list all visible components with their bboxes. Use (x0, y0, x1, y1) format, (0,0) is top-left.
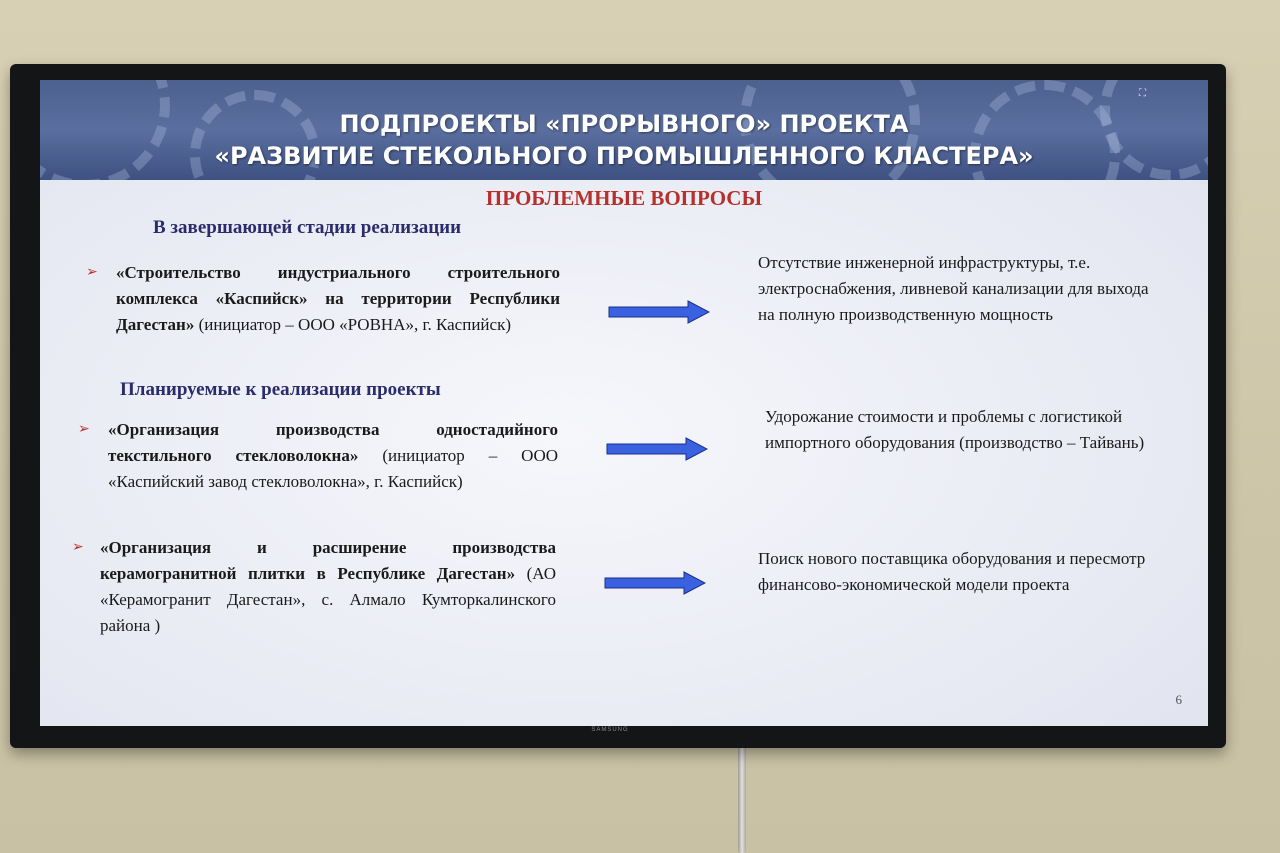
project-item (116, 260, 560, 338)
bullet-arrow-icon: ➢ (86, 264, 98, 280)
arrow-right-icon (606, 437, 708, 461)
page-number: 6 (1175, 692, 1182, 707)
expand-icon: ⛶ (1139, 88, 1146, 99)
bullet-arrow-icon: ➢ (72, 539, 84, 555)
slide-title-line1: ПОДПРОЕКТЫ «ПРОРЫВНОГО» ПРОЕКТА (339, 110, 909, 138)
section-planned: Планируемые к реализации проекты (120, 379, 441, 400)
project-initiator: (инициатор – ООО «Каспийский завод стекловолокна», г. Каспийск) (108, 446, 559, 491)
project-item (108, 417, 558, 495)
project-initiator: (инициатор – ООО «РОВНА», г. Каспийск) (198, 315, 511, 334)
project-initiator: (АО «Керамогранит Дагестан», с. Алмало Кумторкалинского района ) (100, 564, 556, 635)
problem-description: Поиск нового поставщика оборудования и пересмотр финансово-экономической модели проекта (758, 549, 1146, 594)
slide-banner (40, 80, 1208, 180)
project-title: «Организация и расширение производства керамогранитной плитки в Республике Дагестан» (100, 538, 556, 583)
slide-title-line2: «РАЗВИТИЕ СТЕКОЛЬНОГО ПРОМЫШЛЕННОГО КЛАСТЕРА» (214, 142, 1034, 170)
bullet-arrow-icon: ➢ (78, 421, 90, 437)
slide-title (40, 108, 1208, 172)
problem-description: Удорожание стоимости и проблемы с логистикой импортного оборудования (производство – Тайвань) (765, 407, 1145, 452)
project-title: «Строительство индустриального строительного комплекса «Каспийск» на территории Республики Дагестан» (116, 263, 560, 334)
slide-screen (40, 80, 1208, 726)
power-cable (738, 745, 746, 853)
problem-description: Отсутствие инженерной инфраструктуры, т.е. электроснабжения, ливневой канализации для выхода на полную производственную мощность (758, 253, 1149, 324)
arrow-right-icon (608, 300, 710, 324)
project-title: «Организация производства одностадийного текстильного стекловолокна» (108, 420, 558, 465)
section-final-stage: В завершающей стадии реализации (153, 217, 462, 238)
project-item (100, 535, 556, 639)
arrow-right-icon (604, 571, 706, 595)
tv-brand-label: SAMSUNG (591, 727, 629, 733)
problem-heading: ПРОБЛЕМНЫЕ ВОПРОСЫ (485, 186, 763, 210)
